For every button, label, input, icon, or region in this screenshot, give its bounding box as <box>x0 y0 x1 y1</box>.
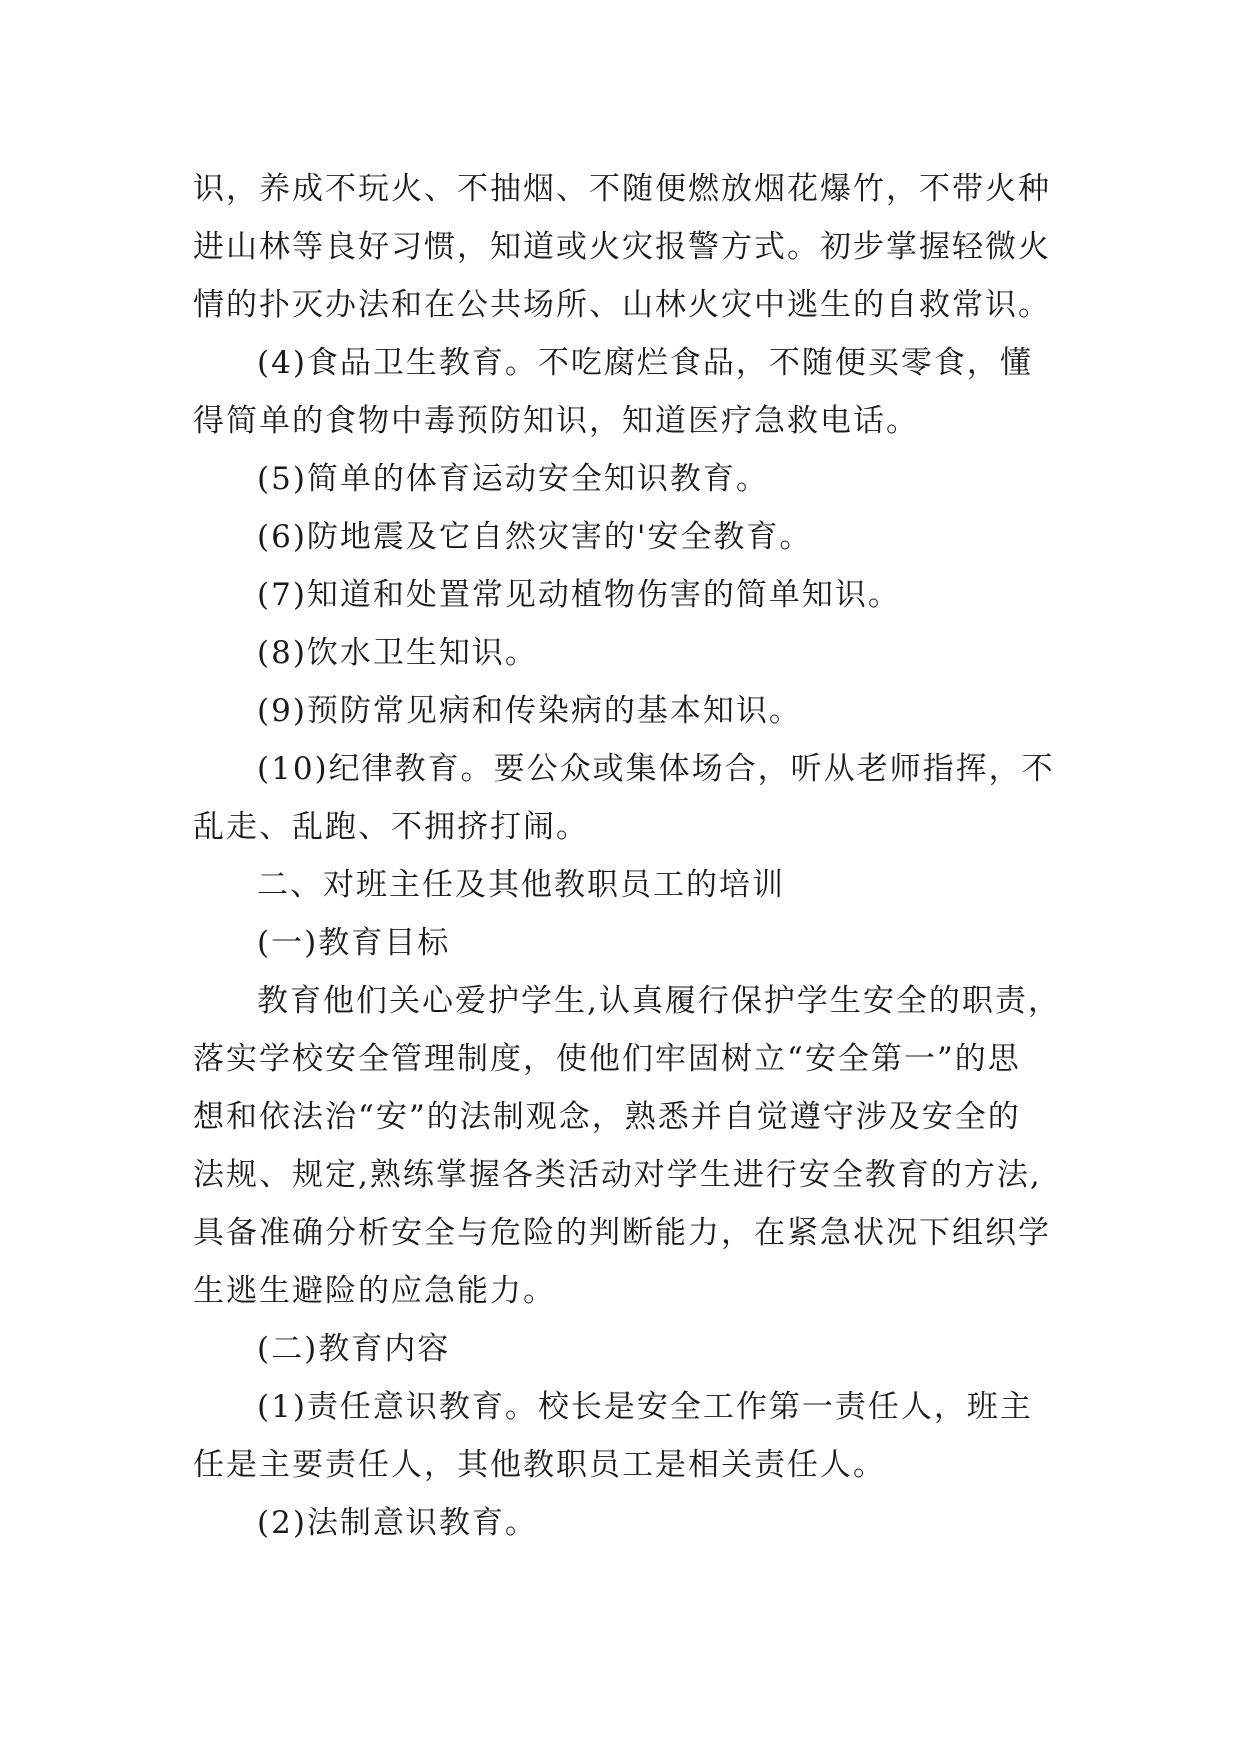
text-line: 情的扑灭办法和在公共场所、山林火灾中逃生的自救常识。 <box>193 287 1051 323</box>
text-line: 得简单的食物中毒预防知识，知道医疗急救电话。 <box>193 403 919 439</box>
text-line: 二、对班主任及其他教职员工的培训 <box>257 867 785 903</box>
text-line: 法规、规定,熟练掌握各类活动对学生进行安全教育的方法, <box>193 1157 1042 1193</box>
paragraph <box>193 1378 1053 1494</box>
subsection-heading <box>193 1320 1053 1378</box>
paragraph <box>193 450 1053 508</box>
text-line: (二)教育内容 <box>257 1331 451 1367</box>
text-line: (4)食品卫生教育。不吃腐烂食品，不随便买零食，懂 <box>257 345 1033 381</box>
text-line: (8)饮水卫生知识。 <box>257 635 538 671</box>
text-line: (一)教育目标 <box>257 925 451 961</box>
paragraph <box>193 972 1061 1320</box>
paragraph <box>193 682 1053 740</box>
text-line: (5)简单的体育运动安全知识教育。 <box>257 461 769 497</box>
text-line: 进山林等良好习惯，知道或火灾报警方式。初步掌握轻微火 <box>193 229 1051 265</box>
text-line: 想和依法治“安”的法制观念，熟悉并自觉遵守涉及安全的 <box>193 1099 1021 1135</box>
text-line: 教育他们关心爱护学生,认真履行保护学生安全的职责， <box>257 983 1061 1019</box>
paragraph <box>193 740 1053 856</box>
text-line: 识，养成不玩火、不抽烟、不随便燃放烟花爆竹，不带火种 <box>193 171 1051 207</box>
text-line: (7)知道和处置常见动植物伤害的简单知识。 <box>257 577 901 613</box>
text-line: 乱走、乱跑、不拥挤打闹。 <box>193 809 589 845</box>
text-line: (9)预防常见病和传染病的基本知识。 <box>257 693 802 729</box>
text-line: (1)责任意识教育。校长是安全工作第一责任人，班主 <box>257 1389 1033 1425</box>
text-line: 生逃生避险的应急能力。 <box>193 1273 556 1309</box>
text-line: 落实学校安全管理制度，使他们牢固树立“安全第一”的思 <box>193 1041 1021 1077</box>
text-line: (2)法制意识教育。 <box>257 1505 538 1541</box>
paragraph <box>193 566 1053 624</box>
text-line: 任是主要责任人，其他教职员工是相关责任人。 <box>193 1447 886 1483</box>
paragraph <box>193 624 1053 682</box>
document-body <box>193 160 1061 1552</box>
paragraph <box>193 508 1053 566</box>
text-line: (10)纪律教育。要公众或集体场合，听从老师指挥，不 <box>257 751 1055 787</box>
subsection-heading <box>193 914 1053 972</box>
text-line: (6)防地震及它自然灾害的'安全教育。 <box>257 519 813 555</box>
paragraph <box>193 334 1053 450</box>
section-heading <box>193 856 1053 914</box>
text-line: 具备准确分析安全与危险的判断能力，在紧急状况下组织学 <box>193 1215 1051 1251</box>
paragraph <box>193 1494 1053 1552</box>
paragraph <box>193 160 1053 334</box>
